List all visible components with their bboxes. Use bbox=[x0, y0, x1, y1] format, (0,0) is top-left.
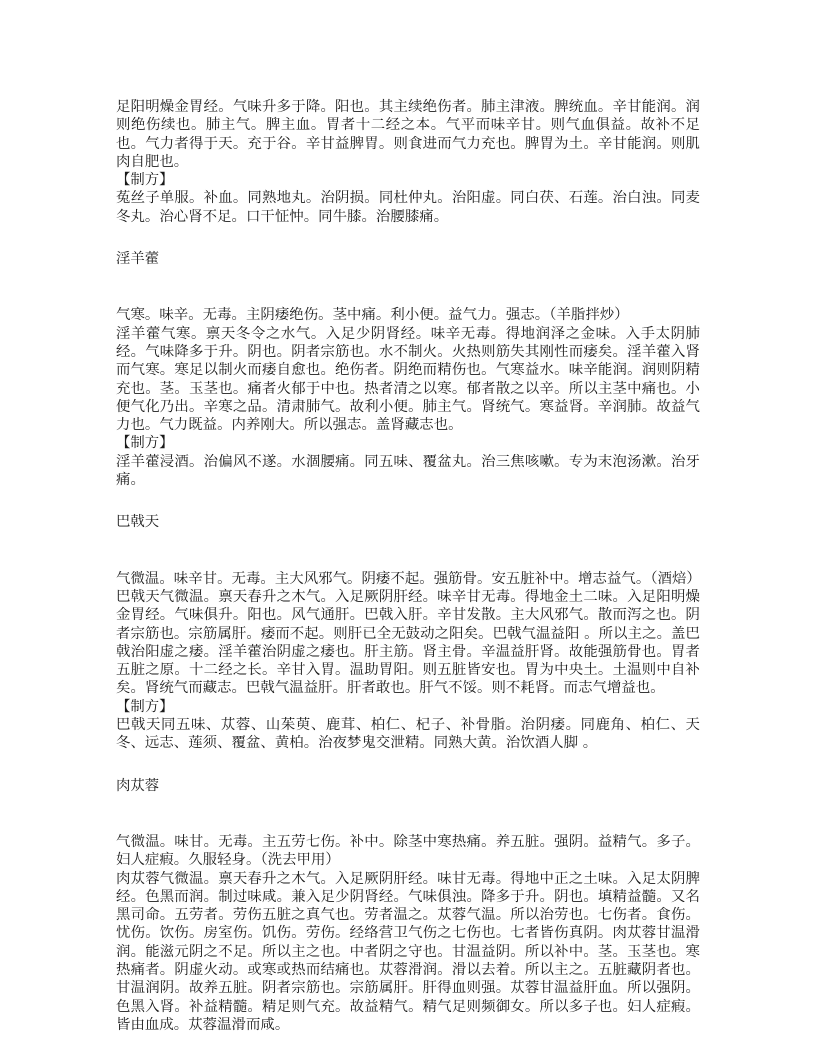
section-yinyanghuo bbox=[116, 250, 700, 489]
formula-label: 【制方】 bbox=[116, 435, 174, 452]
summary-paragraph: 气微温。味辛甘。无毒。主大风邪气。阴痿不起。强筋骨。安五脏补中。增志益气。（酒焙） bbox=[116, 570, 701, 587]
commentary-paragraph: 肉苁蓉气微温。禀天春升之木气。入足厥阴肝经。味甘无毒。得地中正之土味。入足太阴脾经。色黑而润。制过味咸。兼入足少阴肾经。气味俱浊。降多于升。阴也。填精益髓。又名黑司命。五劳者。劳伤五脏之真气也。劳者温之。苁蓉气温。所以治劳也。七伤者。食伤。忧伤。饮伤。房室伤。饥伤。劳伤。经络营卫气伤之七伤也。七者皆伤真阴。肉苁蓉甘温滑润。能滋元阴之不足。所以主之也。中者阴之守也。甘温益阴。所以补中。茎。玉茎也。寒热痛者。阴虚火动。或寒或热而结痛也。苁蓉滑润。滑以去着。所以主之。五脏藏阴者也。甘温润阴。故养五脏。阴者宗筋也。宗筋属肝。肝得血则强。苁蓉甘温益肝血。所以强阴。色黑入肾。补益精髓。精足则气充。故益精气。精气足则频御女。所以多子也。妇人症瘕。皆由血成。苁蓉温滑而咸。 bbox=[116, 870, 700, 1033]
spacer bbox=[116, 268, 700, 306]
commentary-paragraph: 足阳明燥金胃经。气味升多于降。阳也。其主续绝伤者。肺主津液。脾统血。辛甘能润。润则绝伤续也。肺主气。脾主血。胃者十二经之本。气平而味辛甘。则气血俱益。故补不足也。气力者得于天。充于谷。辛甘益脾胃。则食进而气力充也。脾胃为土。辛甘能润。则肌肉自肥也。 bbox=[116, 99, 700, 170]
commentary-paragraph: 淫羊藿气寒。禀天冬令之水气。入足少阴肾经。味辛无毒。得地润泽之金味。入手太阴肺经。气味降多于升。阴也。阴者宗筋也。水不制火。火热则筋失其刚性而痿矣。淫羊藿入肾而气寒。寒足以制火而痿自愈也。绝伤者。阴绝而精伤也。气寒益水。味辛能润。润则阴精充也。茎。玉茎也。痛者火郁于中也。热者清之以寒。郁者散之以辛。所以主茎中痛也。小便气化乃出。辛寒之品。清肃肺气。故利小便。肺主气。肾统气。寒益肾。辛润肺。故益气力也。气力既益。内养刚大。所以强志。盖肾藏志也。 bbox=[116, 325, 700, 434]
formula-label: 【制方】 bbox=[116, 698, 174, 715]
formula-label: 【制方】 bbox=[116, 172, 174, 189]
spacer bbox=[116, 532, 700, 570]
herb-title: 巴戟天 bbox=[116, 514, 160, 531]
formula-paragraph: 淫羊藿浸酒。治偏风不遂。水涸腰痛。同五味、覆盆丸。治三焦咳嗽。专为末泡汤漱。治牙痛。 bbox=[116, 453, 700, 489]
formula-paragraph: 巴戟天同五味、苁蓉、山茱萸、鹿茸、柏仁、杞子、补骨脂。治阴痿。同鹿角、柏仁、天冬、远志、莲须、覆盆、黄柏。治夜梦鬼交泄精。同熟大黄。治饮酒人脚 。 bbox=[116, 717, 700, 752]
document-page bbox=[116, 98, 700, 1034]
section-tusizi-continuation bbox=[116, 98, 700, 226]
herb-title: 肉苁蓉 bbox=[116, 777, 160, 794]
herb-title: 淫羊藿 bbox=[116, 251, 160, 268]
spacer bbox=[116, 795, 700, 833]
section-bajitian bbox=[116, 513, 700, 752]
commentary-paragraph: 巴戟天气微温。禀天春升之木气。入足厥阴肝经。味辛甘无毒。得地金土二味。入足阳明燥金胃经。气味俱升。阳也。风气通肝。巴戟入肝。辛甘发散。主大风邪气。散而泻之也。阴者宗筋也。宗筋属肝。痿而不起。则肝已全无鼓动之阳矣。巴戟气温益阳 。所以主之。盖巴戟治阳虚之痿。淫羊藿治阴虚之痿也。肝主筋。肾主骨。辛温益肝肾。故能强筋骨也。胃者五脏之原。十二经之长。辛甘入胃。温助胃阳。则五脏皆安也。胃为中央土。土温则中自补矣。肾统气而藏志。巴戟气温益肝。肝者敢也。肝气不馁。则不耗肾。而志气增益也。 bbox=[116, 588, 700, 697]
formula-paragraph: 菟丝子单服。补血。同熟地丸。治阴损。同杜仲丸。治阳虚。同白茯、石莲。治白浊。同麦冬丸。治心肾不足。口干怔忡。同牛膝。治腰膝痛。 bbox=[116, 190, 700, 225]
summary-paragraph: 气微温。味甘。无毒。主五劳七伤。补中。除茎中寒热痛。养五脏。强阴。益精气。多子。妇人症瘕。久服轻身。（洗去甲用） bbox=[116, 833, 700, 869]
section-roucongrong bbox=[116, 777, 700, 1035]
summary-paragraph: 气寒。味辛。无毒。主阴痿绝伤。茎中痛。利小便。益气力。强志。（羊脂拌炒） bbox=[116, 307, 629, 324]
